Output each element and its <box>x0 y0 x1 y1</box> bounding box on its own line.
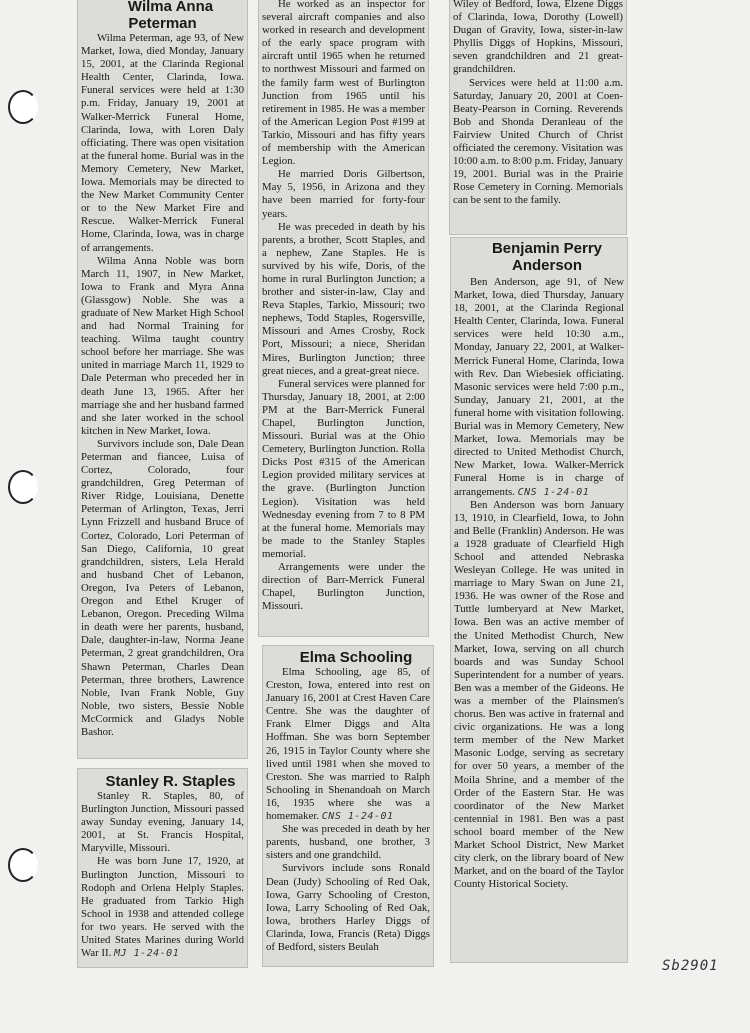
schooling-paragraph-2: She was preceded in death by her parents, husband, one brother, 3 sisters and one grandchild. <box>266 823 430 862</box>
anderson-heading-line-2: Anderson <box>511 257 582 274</box>
clipping-staples-part2 <box>258 0 429 637</box>
schooling-heading: Elma Schooling <box>299 649 413 666</box>
staples-heading: Stanley R. Staples <box>105 773 236 790</box>
staples-signature: MJ 1-24-01 <box>114 948 180 960</box>
staples-paragraph-5: He was preceded in death by his parents, a brother, Scott Staples, and a nephew, Zane Staples. He is survived by his wife, Doris, of the home in rural Burlington Junction; a brother and sister-in-law, Clay and Reva Staples, Tarkio, Missouri; two nephews, Todd Staples, Rogersville, Missouri and Ames Crosby, Rock Port, Missouri; a niece, Sheridan Mires, Burlington Junction; three great nieces, and a great-great niece. <box>262 220 425 377</box>
schooling-paragraph-5: Services were held at 11:00 a.m. Saturday, January 20, 2001 at Coen-Beaty-Pearson in Corning. Reverends Bob and Shonda Deranleau of the Fairview United Church of Christ officiated the ceremony. Visitation was 10:00 a.m. to 8:00 p.m. Friday, January 19, 2001. Burial was in the Prairie Rose Cemetery in Corning. Memorials can be sent to the family. <box>453 76 623 207</box>
schooling-signature: CNS 1-24-01 <box>321 811 394 823</box>
clipping-staples-part1 <box>77 768 248 968</box>
staples-paragraph-7: Arrangements were under the direction of Barr-Merrick Funeral Chapel, Burlington Junction, Missouri. <box>262 561 425 613</box>
staples-paragraph-3: He worked as an inspector for several aircraft companies and also worked in research and development of the early space program with aircraft until 1965 when he returned to northwest Missouri and farmed on the family farm west of Burlington Junction from 1965 until his retirement in 1985. He was a member of the American Legion Post #199 at Tarkio, Missouri and has fifty years of membership with the American Legion. <box>262 0 425 168</box>
clipping-schooling-part2 <box>449 0 627 235</box>
schooling-paragraph-4: Wiley of Bedford, Iowa, Elzene Diggs of Clarinda, Iowa, Dorothy (Lowell) Dugan of Gravity, Iowa, sister-in-law Phyllis Diggs of Hopkins, Missouri, seven grandchildren and 21 great-grandchildren. <box>453 0 623 76</box>
anderson-paragraph-1: Ben Anderson, age 91, of New Market, Iowa, died Thursday, January 18, 2001, at the Clarinda Regional Health Center, Clarinda, Iowa. Funeral services were held 10:30 a.m., Monday, January 22, 2001, at Walker-Merrick Funeral Home, Clarinda, Iowa with Rev. Dan Wiebesiek officiating. Masonic services were held 7:00 p.m., Sunday, January 21, 2001, at the funeral home with visitation following. Burial was in Memory Cemetery, New Market, Iowa. Memorials may be directed to United Methodist Church, New Market, Iowa. Walker-Merrick Funeral Home is in charge of arrangements. CNS 1-24-01 <box>454 276 624 498</box>
staples-paragraph-6: Funeral services were planned for Thursday, January 18, 2001, at 2:00 PM at the Barr-Merrick Funeral Chapel, Burlington Junction, Missouri. Burial was at the Ohio Cemetery, Burlington Junction. Rolla Dicks Post #315 of the American Legion provided military services at the grave. (Burlington Junction Legion). Visitation was held Wednesday evening from 7 to 8 PM at the funeral home. Memorials may be made to the Stanley Staples memorial. <box>262 377 425 560</box>
peterman-paragraph-1: Wilma Peterman, age 93, of New Market, Iowa, died Monday, January 15, 2001, at the Clarinda Regional Health Center, Clarinda, Iowa. Funeral services were held at 1:30 p.m. Friday, January 19, 2001 at Walker-Merrick Funeral Home, Clarinda, Iowa, with Loren Daly officiating. There was open visitation at the funeral home. Burial was in the Memory Cemetery, New Market, Iowa. Memorials may be directed to the New Market Community Center or to the New Market Fire and Rescue. Walker-Merrick Funeral Home, Clarinda, Iowa, was in charge of arrangements. <box>81 32 244 254</box>
anderson-heading-line-1: Benjamin Perry <box>491 240 603 257</box>
peterman-paragraph-3: Survivors include son, Dale Dean Peterman and fiancee, Luisa of Cortez, Colorado, four grandchildren, Greg Peterman of River Ridge, Louisiana, Denette Peterman of Arlington, Texas, Jerri Lynn Frizzell and husband Bruce of Cortez, Colorado, Lori Peterman of San Diego, California, 10 great grandchildren, sisters, Lela Herald and husband Chet of Lebanon, Oregon, Iva Peters of Lebanon, Oregon and Ethel Kruger of Lebanon, Oregon. Preceding Wilma in death were her parents, husband, Dale, daughter-in-law, Norma Jeane Peterman, 2 great grandchildren, Ora Shawn Peterman, Charles Dean Peterman, three brothers, Lawrence Noble, Ivan Frank Noble, Guy Noble, two sisters, Bessie Noble McCormick and Gladys Noble Bashor. <box>81 437 244 738</box>
schooling-paragraph-3: Survivors include sons Ronald Dean (Judy) Schooling of Red Oak, Iowa, Garry Schooling of Creston, Iowa, Larry Schooling of Red Oak, Iowa, brothers Harley Diggs of Clarinda, Iowa, Francis (Reta) Diggs of Bedford, sisters Beulah <box>266 862 430 953</box>
clipping-schooling-part1 <box>262 645 434 967</box>
staples-paragraph-2: He was born June 17, 1920, at Burlington Junction, Missouri to Rodoph and Orlena Helply Staples. He graduated from Tarkio High School in 1938 and attended college for two years. He served with the United States Marines during World War II. MJ 1-24-01 <box>81 855 244 960</box>
binder-hole-top <box>8 90 38 124</box>
staples-paragraph-4: He married Doris Gilbertson, May 5, 1956, in Arizona and they have been married for forty-four years. <box>262 168 425 220</box>
clipping-anderson <box>450 237 628 963</box>
anderson-signature: CNS 1-24-01 <box>517 486 590 498</box>
binder-hole-bottom <box>8 848 38 882</box>
staples-paragraph-1: Stanley R. Staples, 80, of Burlington Junction, Missouri passed away Sunday evening, January 14, 2001, at St. Francis Hospital, Maryville, Missouri. <box>81 790 244 855</box>
clipping-peterman <box>77 0 248 759</box>
peterman-heading: Wilma Anna Peterman <box>127 0 214 32</box>
page-stamp: Sb2901 <box>662 958 719 974</box>
peterman-paragraph-2: Wilma Anna Noble was born March 11, 1907, in New Market, Iowa to Frank and Myra Anna (Glassgow) Noble. She was a graduate of New Market High School and had Normal Training for teaching. Wilma taught country school before her marriage. She was united in marriage March 11, 1929 to Dale Peterman who preceded her in death June 13, 1965. After her marriage she and her husband farmed and she later worked in the school kitchen in New Market, Iowa. <box>81 254 244 437</box>
binder-hole-middle <box>8 470 38 504</box>
anderson-paragraph-2: Ben Anderson was born January 13, 1910, in Clearfield, Iowa, to John and Belle (Franklin) Anderson. He was a 1928 graduate of Clearfield High School and attended Nebraska Wesleyan College. He was united in marriage to Mary Swan on June 21, 1936. He was owner of the Rose and Tuttle lumberyard at New Market, Iowa. Ben was an active member of the United Methodist Church, New Market, Iowa, serving on all church boards and was Sunday School Superintendent for a number of years. Ben was a member of the Gideons. He was a member of the Plainsmen's chorus. Ben was active in fraternal and civic organizations. He was a long term member of the New Market Masonic Lodge, serving as secretary for over 50 years, a member of the Moila Shrine, and a member of the Order of the Eastern Star. He was coordinator of the New Market centennial in 1981. Ben was a past school board member of the New Market School District, New Market city clerk, on the library board of New Market, and on the board of the Taylor County Historical Society. <box>454 498 624 891</box>
schooling-paragraph-1: Elma Schooling, age 85, of Creston, Iowa, entered into rest on January 16, 2001 at Crest Haven Care Centre. She was the daughter of Frank Elmer Diggs and Alta Hoffman. She was born September 26, 1915 in Taylor County where she lived until 1981 when she moved to Creston. She was married to Ralph Schooling in Shenandoah on March 16, 1935 where she was a homemaker. CNS 1-24-01 <box>266 666 431 823</box>
